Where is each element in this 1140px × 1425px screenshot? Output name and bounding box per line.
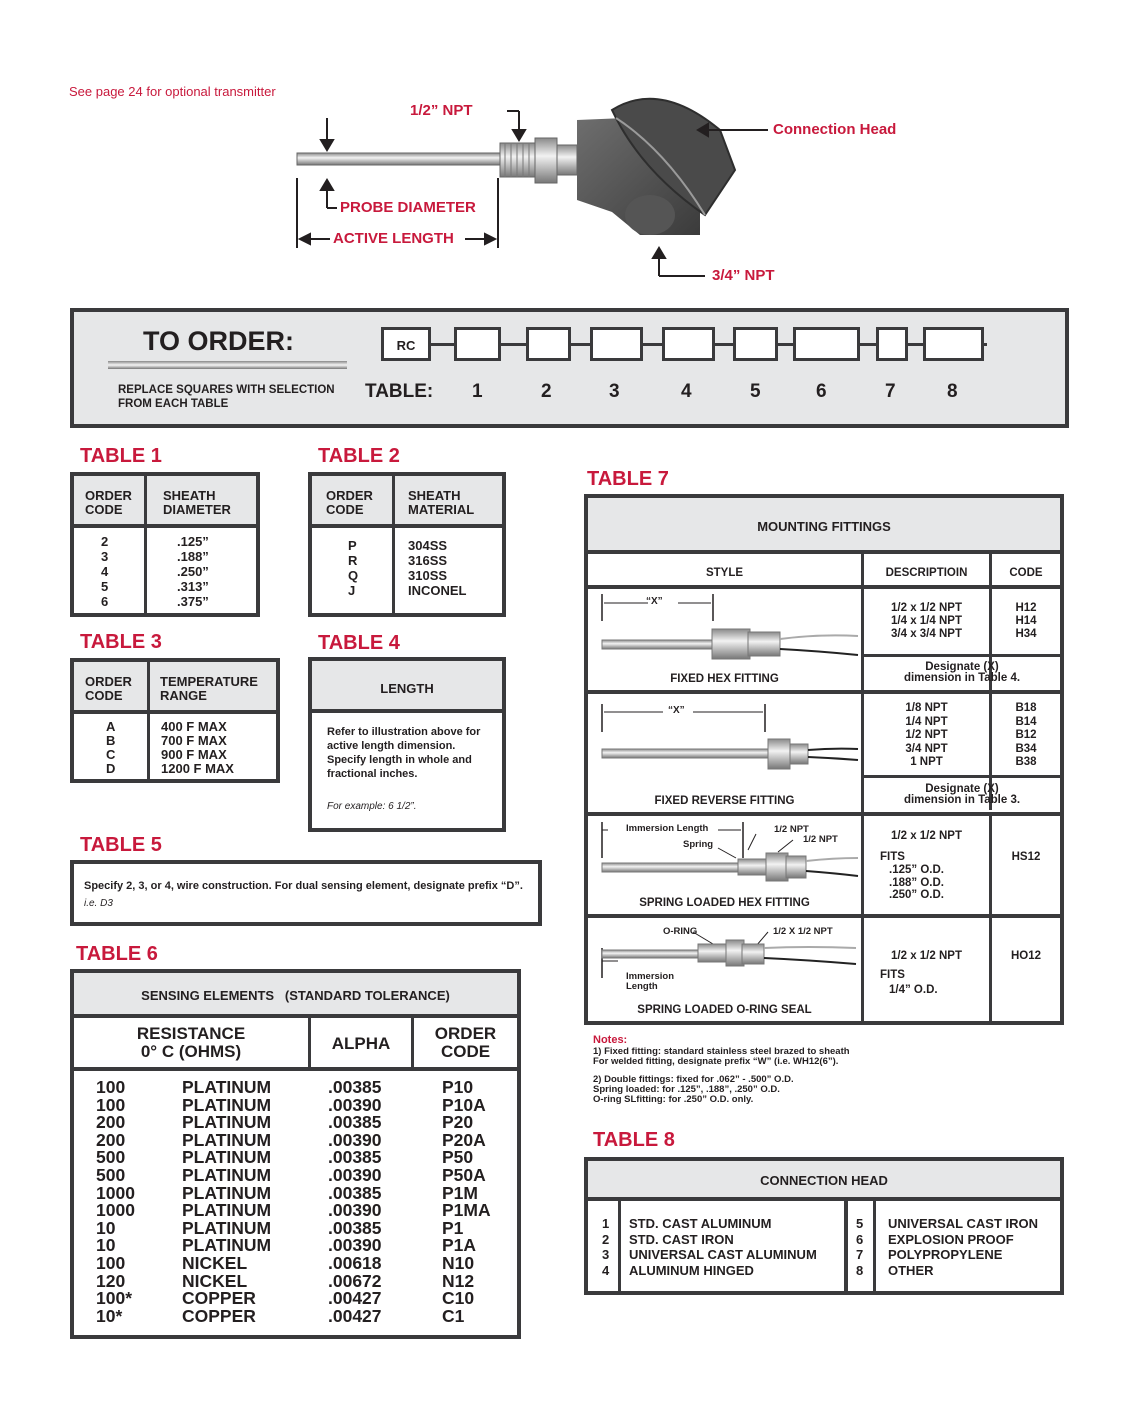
fixed-hex-x: “X”: [646, 596, 663, 607]
fixed-reverse-codes: B18 B14 B12 B34 B38: [1015, 702, 1037, 768]
table6-mat: PLATINUM: [182, 1235, 272, 1256]
table6-code: P20A: [442, 1129, 486, 1150]
table4: [308, 657, 506, 832]
table3-values: 400 F MAX 700 F MAX 900 F MAX 1200 F MAX: [161, 719, 234, 776]
table6-code: P1A: [442, 1235, 477, 1256]
table7-col-style: STYLE: [705, 567, 744, 579]
table6-code: N10: [442, 1252, 475, 1273]
table6-rows: [74, 1079, 517, 1325]
spring-hex-fits: FITS: [880, 851, 905, 863]
table1-divider: [144, 476, 147, 613]
table8-divider-3: [873, 1201, 876, 1291]
table6-mat: PLATINUM: [182, 1164, 272, 1185]
table6-code: C1: [442, 1305, 465, 1326]
table6-ohms: 120: [96, 1270, 126, 1291]
table6-ohms: 100: [96, 1077, 126, 1097]
table6-title: TABLE 6: [76, 943, 158, 965]
oring-code: HO12: [1010, 950, 1042, 962]
table6-alpha: .00427: [328, 1305, 382, 1326]
table7: [584, 494, 1064, 1025]
table6-col1-header: RESISTANCE 0° C (OHMS): [136, 1024, 246, 1061]
table7-line-d: [864, 775, 1060, 778]
spring-hex-label: SPRING LOADED HEX FITTING: [639, 897, 810, 909]
table3-divider: [147, 662, 150, 779]
table8-divider-2: [844, 1201, 848, 1291]
table6-code: P1M: [442, 1182, 478, 1203]
spring-hex-desc: 1/2 x 1/2 NPT: [891, 830, 962, 842]
active-length-label: ACTIVE LENGTH: [333, 230, 454, 247]
table6-ohms: 1000: [96, 1200, 135, 1221]
table2-col1-header: ORDER CODE: [326, 488, 373, 517]
table6-alpha: .00427: [328, 1288, 382, 1309]
table2-codes: P R Q J: [348, 538, 359, 598]
table6-ohms: 200: [96, 1112, 126, 1133]
transmitter-note: See page 24 for optional transmitter: [69, 84, 276, 99]
table6-mat: NICKEL: [182, 1270, 248, 1291]
decorative-rod: [108, 361, 347, 369]
order-slot-8[interactable]: [923, 327, 984, 361]
order-slot-1[interactable]: [454, 327, 501, 361]
notes-block-2: 2) Double fittings: fixed for .062” - .500” O.D. Spring loaded: for .125”, .188”, .250” O.D. O-ring SLfitting: for .250” O.D. only.: [593, 1074, 794, 1105]
table6-mat: PLATINUM: [182, 1217, 272, 1238]
table-row: [74, 1079, 517, 1097]
table5-title: TABLE 5: [80, 834, 162, 856]
table8-right-values: UNIVERSAL CAST IRON EXPLOSION PROOF POLYPROPYLENE OTHER: [888, 1216, 1038, 1278]
table1-title: TABLE 1: [80, 445, 162, 467]
table6-alpha: .00390: [328, 1235, 382, 1256]
table7-header-label: MOUNTING FITTINGS: [757, 519, 891, 534]
npt-three-quarter-label: 3/4” NPT: [712, 267, 775, 284]
table8: [584, 1157, 1064, 1295]
table6-mat: PLATINUM: [182, 1147, 272, 1168]
fixed-hex-codes: H12 H14 H34: [1015, 602, 1037, 640]
table-row: [74, 1164, 517, 1185]
table3-col2-header: TEMPERATURE RANGE: [160, 674, 258, 703]
spring-hex-spring: Spring: [683, 839, 714, 850]
table3-col1-header: ORDER CODE: [85, 674, 132, 703]
table7-col-code: CODE: [1009, 567, 1043, 579]
fixed-reverse-label: FIXED REVERSE FITTING: [654, 795, 795, 807]
order-number-7: 7: [885, 381, 896, 402]
npt-half-label: 1/2” NPT: [410, 102, 473, 119]
table1: [70, 472, 260, 617]
order-slot-3[interactable]: [590, 327, 643, 361]
order-number-1: 1: [472, 381, 483, 402]
table6-alpha: .00385: [328, 1112, 382, 1133]
table6-code: P50A: [442, 1164, 486, 1185]
order-slot-5[interactable]: [733, 327, 778, 361]
table3: [70, 658, 280, 783]
order-prefix: RC: [396, 338, 416, 353]
table6-alpha: .00672: [328, 1270, 382, 1291]
table8-left-values: STD. CAST ALUMINUM STD. CAST IRON UNIVERSAL CAST ALUMINUM ALUMINUM HINGED: [629, 1216, 817, 1278]
spring-hex-immersion: Immersion Length: [626, 823, 709, 834]
table1-values: .125” .188” .250” .313” .375”: [177, 534, 209, 609]
table6-code: P1: [442, 1217, 464, 1238]
oring-fits-value: 1/4” O.D.: [889, 984, 938, 996]
order-prefix-box: [381, 327, 431, 361]
table6-mat: PLATINUM: [182, 1112, 272, 1133]
table6-ohms: 500: [96, 1147, 126, 1168]
table6-ohms: 100: [96, 1252, 126, 1273]
table5-example: i.e. D3: [84, 898, 113, 909]
oring-fits: FITS: [880, 969, 905, 981]
table6-code: P10: [442, 1077, 474, 1097]
table6-alpha: .00385: [328, 1077, 382, 1097]
table8-title: TABLE 8: [593, 1129, 675, 1151]
order-number-3: 3: [609, 381, 620, 402]
order-slot-4[interactable]: [662, 327, 715, 361]
table6-alpha: .00390: [328, 1129, 382, 1150]
table6-ohms: 10: [96, 1217, 116, 1238]
order-number-2: 2: [541, 381, 552, 402]
order-title: TO ORDER:: [143, 326, 295, 356]
table6-alpha: .00618: [328, 1252, 382, 1273]
table1-col2-header: SHEATH DIAMETER: [163, 488, 231, 517]
table6-mat: COPPER: [182, 1288, 256, 1309]
table6: [70, 969, 521, 1339]
table2-divider: [392, 476, 395, 613]
fixed-hex-desc: 1/2 x 1/2 NPT 1/4 x 1/4 NPT 3/4 x 3/4 NPT: [891, 602, 962, 640]
notes-title: Notes:: [593, 1034, 628, 1046]
table2-title: TABLE 2: [318, 445, 400, 467]
table6-mat: PLATINUM: [182, 1182, 272, 1203]
table6-ohms: 200: [96, 1129, 126, 1150]
table6-code: P1MA: [442, 1200, 491, 1221]
table8-left-codes: 1 2 3 4: [602, 1216, 610, 1278]
fixed-reverse-x: “X”: [668, 705, 685, 716]
spring-hex-code: HS12: [1011, 851, 1041, 863]
table6-alpha: .00390: [328, 1094, 382, 1115]
oring-seal-label: SPRING LOADED O-RING SEAL: [637, 1004, 812, 1016]
connection-head-label: Connection Head: [773, 121, 897, 138]
table7-title: TABLE 7: [587, 468, 669, 490]
order-instruction-2: FROM EACH TABLE: [118, 398, 229, 410]
table6-col3-header: ORDER CODE: [434, 1024, 497, 1061]
table-row: [74, 1252, 517, 1273]
order-slot-6[interactable]: [793, 327, 860, 361]
order-slot-2[interactable]: [526, 327, 571, 361]
table6-code: P20: [442, 1112, 474, 1133]
table4-header-label: LENGTH: [380, 681, 434, 696]
table6-ohms: 500: [96, 1164, 126, 1185]
table6-alpha: .00385: [328, 1217, 382, 1238]
table6-mat: COPPER: [182, 1305, 256, 1326]
order-number-8: 8: [947, 381, 958, 402]
table2-col2-header: SHEATH MATERIAL: [408, 488, 475, 517]
table6-alpha: .00385: [328, 1182, 382, 1203]
table6-mat: PLATINUM: [182, 1200, 272, 1221]
table6-mat: PLATINUM: [182, 1129, 272, 1150]
table6-mat: PLATINUM: [182, 1077, 272, 1097]
table6-code: P10A: [442, 1094, 486, 1115]
table4-text: Refer to illustration above for active length dimension. Specify length in whole and fractional inches.: [327, 726, 481, 780]
table-label: TABLE:: [365, 381, 434, 402]
table7-divider-3: [989, 816, 992, 1021]
table7-col-desc: DESCRIPTIOIN: [885, 567, 968, 579]
table6-ohms: 100*: [96, 1288, 133, 1309]
table2: [308, 472, 506, 617]
table6-col2-header: ALPHA: [331, 1034, 391, 1053]
table-row: [74, 1305, 517, 1326]
fixed-reverse-fitting-drawing: [588, 694, 861, 794]
probe-illustration: [0, 0, 1140, 300]
spring-hex-npt-a: 1/2 NPT: [774, 824, 809, 835]
table4-example: For example: 6 1/2”.: [327, 801, 417, 812]
table8-header-label: CONNECTION HEAD: [760, 1173, 888, 1188]
oring-npt: 1/2 X 1/2 NPT: [773, 926, 833, 937]
table6-code: P50: [442, 1147, 474, 1168]
table6-alpha: .00385: [328, 1147, 382, 1168]
table7-line-b: [864, 654, 1060, 657]
table5-text: Specify 2, 3, or 4, wire construction. For dual sensing element, designate prefix “D”.: [84, 880, 523, 892]
table6-ohms: 10: [96, 1235, 116, 1256]
table4-title: TABLE 4: [318, 632, 400, 654]
probe-diameter-label: PROBE DIAMETER: [340, 199, 476, 216]
table6-subheader-line: [74, 1067, 517, 1071]
oring-desc: 1/2 x 1/2 NPT: [891, 950, 962, 962]
table3-codes: A B C D: [106, 719, 116, 776]
fixed-hex-note: Designate (X) dimension in Table 4.: [903, 661, 1021, 684]
order-number-6: 6: [816, 381, 827, 402]
order-slot-7[interactable]: [876, 327, 908, 361]
table6-ohms: 1000: [96, 1182, 135, 1203]
order-number-4: 4: [681, 381, 692, 402]
oring-label-small: O-RING: [663, 926, 698, 937]
notes-block-1: 1) Fixed fitting: standard stainless steel brazed to sheath For welded fitting, designate prefix “W” (i.e. WH12(6”).: [593, 1046, 850, 1067]
table6-code: C10: [442, 1288, 475, 1309]
fixed-reverse-desc: 1/8 NPT 1/4 NPT 1/2 NPT 3/4 NPT 1 NPT: [905, 702, 948, 768]
oring-immersion: Immersion Length: [626, 971, 675, 992]
table6-alpha: .00390: [328, 1164, 382, 1185]
table6-code: N12: [442, 1270, 475, 1291]
table6-alpha: .00390: [328, 1200, 382, 1221]
table3-title: TABLE 3: [80, 631, 162, 653]
fixed-hex-label: FIXED HEX FITTING: [670, 673, 779, 685]
table8-divider-1: [618, 1201, 621, 1291]
order-number-5: 5: [750, 381, 761, 402]
table6-mat: PLATINUM: [182, 1094, 272, 1115]
table5: [70, 860, 542, 926]
order-instruction-1: REPLACE SQUARES WITH SELECTION: [118, 384, 335, 396]
fixed-reverse-note: Designate (X) dimension in Table 3.: [903, 783, 1021, 806]
table1-codes: 2 3 4 5 6: [101, 534, 109, 609]
table6-header-label: SENSING ELEMENTS (STANDARD TOLERANCE): [141, 988, 450, 1003]
table1-col1-header: ORDER CODE: [85, 488, 132, 517]
spring-hex-npt-b: 1/2 NPT: [803, 834, 838, 845]
spring-hex-fits-values: .125” O.D. .188” O.D. .250” O.D.: [889, 864, 944, 901]
table8-right-codes: 5 6 7 8: [856, 1216, 864, 1278]
table6-ohms: 10*: [96, 1305, 123, 1326]
table2-values: 304SS 316SS 310SS INCONEL: [408, 538, 467, 598]
table6-mat: NICKEL: [182, 1252, 248, 1273]
table6-ohms: 100: [96, 1094, 126, 1115]
